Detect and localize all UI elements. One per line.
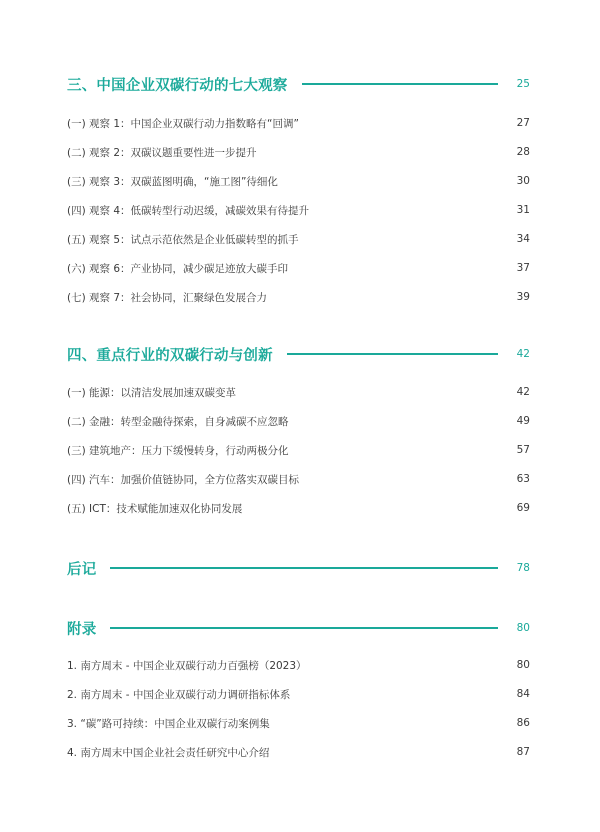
entry-page-number: 86 [516,717,530,729]
entry-title: (四) 观察 4：低碳转型行动迟缓，减碳效果有待提升 [67,204,310,217]
entry-page-number: 63 [516,473,530,485]
entry-page-number: 69 [516,502,530,514]
section-title: 后记 [67,561,97,578]
entry-title: (五) 观察 5：试点示范依然是企业低碳转型的抓手 [67,233,299,246]
entry-page-number: 87 [516,746,530,758]
section-divider [110,567,498,569]
entry-title: (四) 汽车：加强价值链协同，全方位落实双碳目标 [67,473,300,486]
entry-title: (三) 观察 3：双碳蓝图明确，“施工图”待细化 [67,175,278,188]
toc-section-3[interactable] [67,74,530,94]
toc-entry[interactable] [67,384,530,400]
entry-page-number: 30 [516,175,530,187]
toc-section-4[interactable] [67,344,530,364]
toc-section-appendix[interactable] [67,618,530,638]
section-title: 四、重点行业的双碳行动与创新 [67,347,273,364]
toc-entry[interactable] [67,471,530,487]
entry-page-number: 34 [516,233,530,245]
toc-entry[interactable] [67,173,530,189]
entry-page-number: 42 [516,386,530,398]
entry-title: (二) 金融：转型金融待探索，自身减碳不应忽略 [67,415,289,428]
toc-entry[interactable] [67,657,530,673]
toc-entry[interactable] [67,144,530,160]
entry-page-number: 31 [516,204,530,216]
section-divider [110,627,498,629]
entry-title: 4. 南方周末中国企业社会责任研究中心介绍 [67,746,270,759]
section-page-number: 78 [516,562,530,574]
section-title: 附录 [67,621,97,638]
entry-page-number: 57 [516,444,530,456]
entry-title: 2. 南方周末 - 中国企业双碳行动力调研指标体系 [67,688,291,701]
entry-title: (七) 观察 7：社会协同，汇聚绿色发展合力 [67,291,268,304]
section-title: 三、中国企业双碳行动的七大观察 [67,77,288,94]
toc-entry[interactable] [67,202,530,218]
toc-entry[interactable] [67,715,530,731]
entry-title: (二) 观察 2：双碳议题重要性进一步提升 [67,146,257,159]
toc-entry[interactable] [67,686,530,702]
section-divider [287,353,498,355]
entry-page-number: 28 [516,146,530,158]
entry-title: (五) ICT：技术赋能加速双化协同发展 [67,502,243,515]
toc-entry[interactable] [67,289,530,305]
section-page-number: 42 [516,348,530,360]
entry-page-number: 39 [516,291,530,303]
entry-title: (三) 建筑地产：压力下缓慢转身，行动两极分化 [67,444,289,457]
toc-entry[interactable] [67,442,530,458]
section-page-number: 25 [516,78,530,90]
entry-page-number: 27 [516,117,530,129]
section-page-number: 80 [516,622,530,634]
toc-entry[interactable] [67,115,530,131]
entry-title: (一) 观察 1：中国企业双碳行动力指数略有“回调” [67,117,299,130]
entry-page-number: 84 [516,688,530,700]
section-divider [302,83,499,85]
toc-entry[interactable] [67,500,530,516]
toc-entry[interactable] [67,413,530,429]
entry-title: (六) 观察 6：产业协同，减少碳足迹放大碳手印 [67,262,289,275]
entry-page-number: 80 [516,659,530,671]
entry-title: 1. 南方周末 - 中国企业双碳行动力百强榜（2023） [67,659,307,672]
toc-section-afterword[interactable] [67,558,530,578]
toc-entry[interactable] [67,744,530,760]
toc-entry[interactable] [67,260,530,276]
entry-title: 3. “碳”路可持续：中国企业双碳行动案例集 [67,717,270,730]
entry-page-number: 49 [516,415,530,427]
entry-page-number: 37 [516,262,530,274]
toc-entry[interactable] [67,231,530,247]
entry-title: (一) 能源：以清洁发展加速双碳变革 [67,386,237,399]
